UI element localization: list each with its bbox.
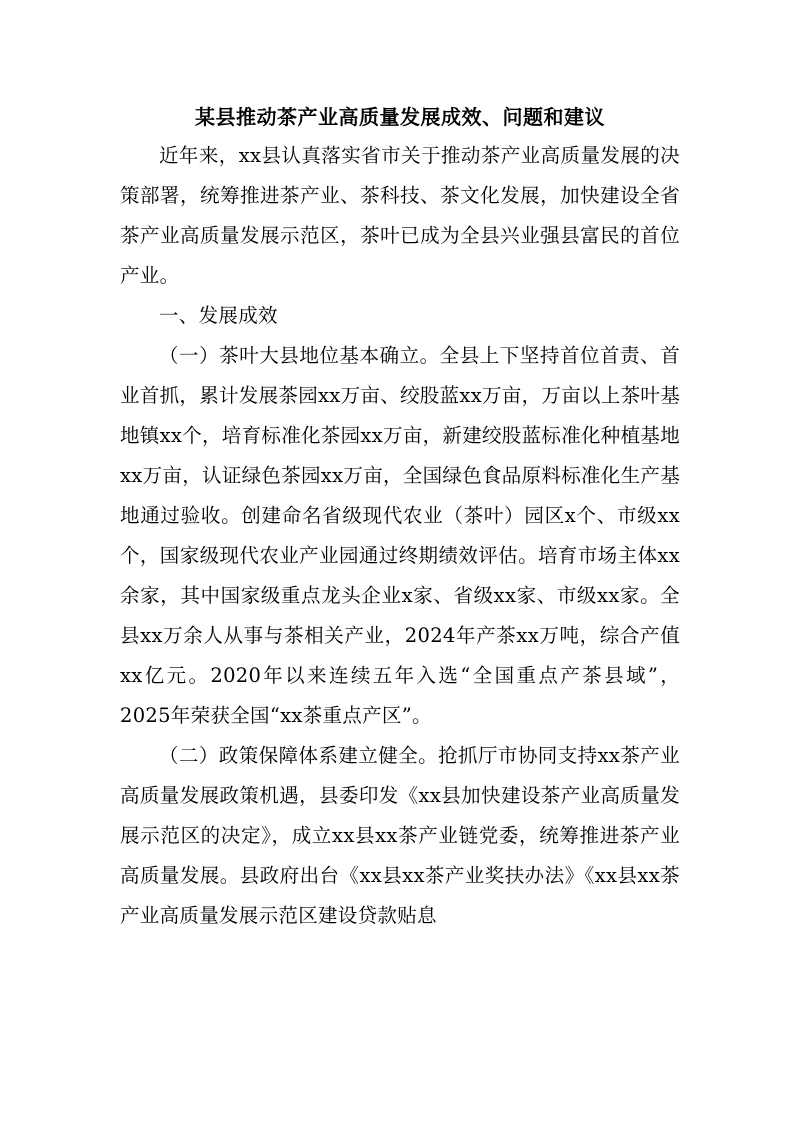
document-title: 某县推动茶产业高质量发展成效、问题和建议 (195, 105, 605, 129)
paragraph-policy-support: （二）政策保障体系建立健全。抢抓厅市协同支持xx茶产业高质量发展政策机遇，县委印发《xx县加快建设茶产业高质量发展示范区的决定》，成立xx县xx茶产业链党委，统筹推进茶产业高质量发展。县政府出台《xx县xx茶产业奖扶办法》《xx县xx茶产业高质量发展示范区建设贷款贴息 (120, 744, 680, 927)
section-heading-achievements: 一、发展成效 (159, 304, 278, 327)
paragraph-tea-county-status: （一）茶叶大县地位基本确立。全县上下坚持首位首责、首业首抓，累计发展茶园xx万亩、绞股蓝xx万亩，万亩以上茶叶基地镇xx个，培育标准化茶园xx万亩，新建绞股蓝标准化种植基地xx万亩，认证绿色茶园xx万亩，全国绿色食品原料标准化生产基地通过验收。创建命名省级现代农业（茶叶）园区x个、市级xx个，国家级现代农业产业园通过终期绩效评估。培育市场主体xx余家，其中国家级重点龙头企业x家、省级xx家、市级xx家。全县xx万余人从事与茶相关产业，2024年产茶xx万吨，综合产值xx亿元。2020年以来连续五年入选“全国重点产茶县域”，2025年荣获全国“xx茶重点产区”。 (120, 344, 680, 727)
document-page (120, 98, 680, 936)
intro-paragraph: 近年来，xx县认真落实省市关于推动茶产业高质量发展的决策部署，统筹推进茶产业、茶科技、茶文化发展，加快建设全省茶产业高质量发展示范区，茶叶已成为全县兴业强县富民的首位产业。 (120, 144, 680, 287)
